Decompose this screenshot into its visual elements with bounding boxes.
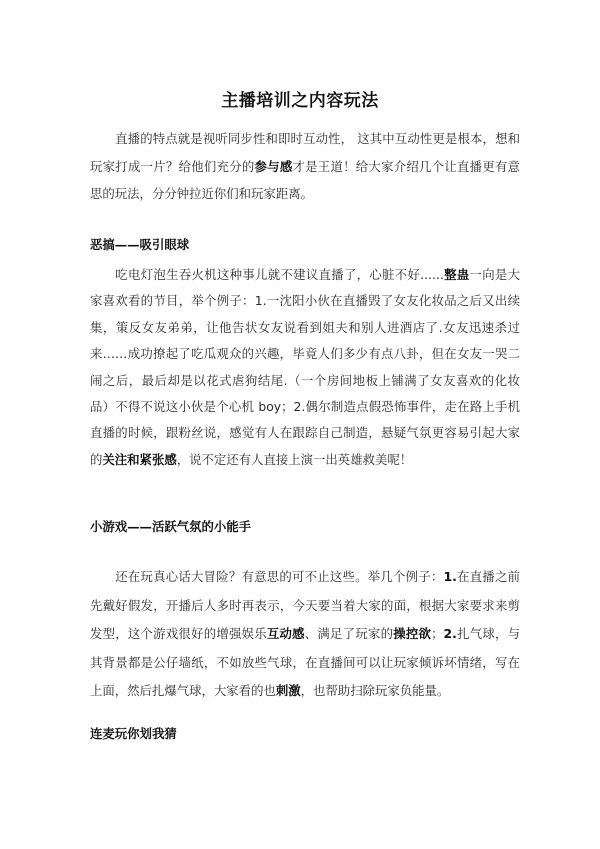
intro-bold-participation: 参与感: [254, 158, 293, 174]
section2-heading: 小游戏——活跃气氛的小能手: [90, 519, 252, 534]
section2-bold-excite: 刺激: [275, 683, 301, 698]
document-title: 主播培训之内容玩法: [221, 91, 379, 111]
section2-text-2: 在直播之前先戴好假发，开播后人多时再表示，今天要当着大家的面，根据大家要求来剪发型，这个游戏很好的增强娱乐: [90, 569, 521, 641]
section2-paragraph: [90, 563, 520, 706]
intro-text-2: 才是王道！给大家介绍几个让直播更有意思的玩法，分分钟拉近你们和玩家距离。: [90, 158, 521, 201]
section1-text-1: 吃电灯泡生吞火机这种事儿就不建议直播了，心脏不好......: [115, 267, 444, 282]
section2-bold-2: 2.: [443, 626, 457, 641]
section1-bold-prank: 整蛊: [443, 267, 470, 282]
intro-text-1: 直播的特点就是视听同步性和即时互动性， 这其中互动性更是根本，想和玩家打成一片？给他们充分的: [90, 131, 520, 174]
section1-paragraph: [90, 262, 520, 473]
section2-text-5: 扎气球，与其背景都是公仔墙纸，不如放些气球，在直播间可以让玩家倾诉坏情绪，写在上面，然后扎爆气球，大家看的也: [90, 626, 521, 698]
section2-bold-control: 操控欲: [393, 626, 432, 641]
section2-text-3: 、满足了玩家的: [304, 626, 394, 641]
intro-paragraph: [90, 125, 520, 208]
section1-text-3: ，说不定还有人直接上演一出英雄救美呢！: [176, 451, 413, 467]
section2-bold-interaction: 互动感: [266, 626, 305, 641]
section1-text-2: 一向是大家喜欢看的节目，举个例子：1.一沈阳小伙在直播毁了女友化妆品之后又出续集，策反女友弟弟，让他告状女友说看到姐夫和别人进酒店了.女友迅速杀过来……成功撩起了吃瓜观众的兴趣，毕竟人们多少有点八卦，但在女友一哭二闹之后，最后却是以花式虐狗结尾.（一个房间地板上铺满了女友喜欢的化妆品）不得不说这小伙是个心机 boy；2.偶尔制造点假恐怖事件，走在路上手机直播的时候，跟粉丝说，感觉有人在跟踪自己制造，悬疑气氛更容易引起大家的: [90, 267, 520, 467]
section2-text-1: 还在玩真心话大冒险？有意思的可不止这些。举几个例子：: [115, 569, 444, 584]
section3-heading: 连麦玩你划我猜: [90, 726, 177, 741]
section2-text-4: ；: [431, 626, 444, 641]
section2-text-6: ，也帮助扫除玩家负能量。: [300, 683, 450, 698]
section1-bold-attention: 关注和紧张感: [102, 451, 177, 467]
section2-bold-1: 1.: [443, 569, 457, 584]
section1-heading: 恶搞——吸引眼球: [90, 237, 190, 252]
